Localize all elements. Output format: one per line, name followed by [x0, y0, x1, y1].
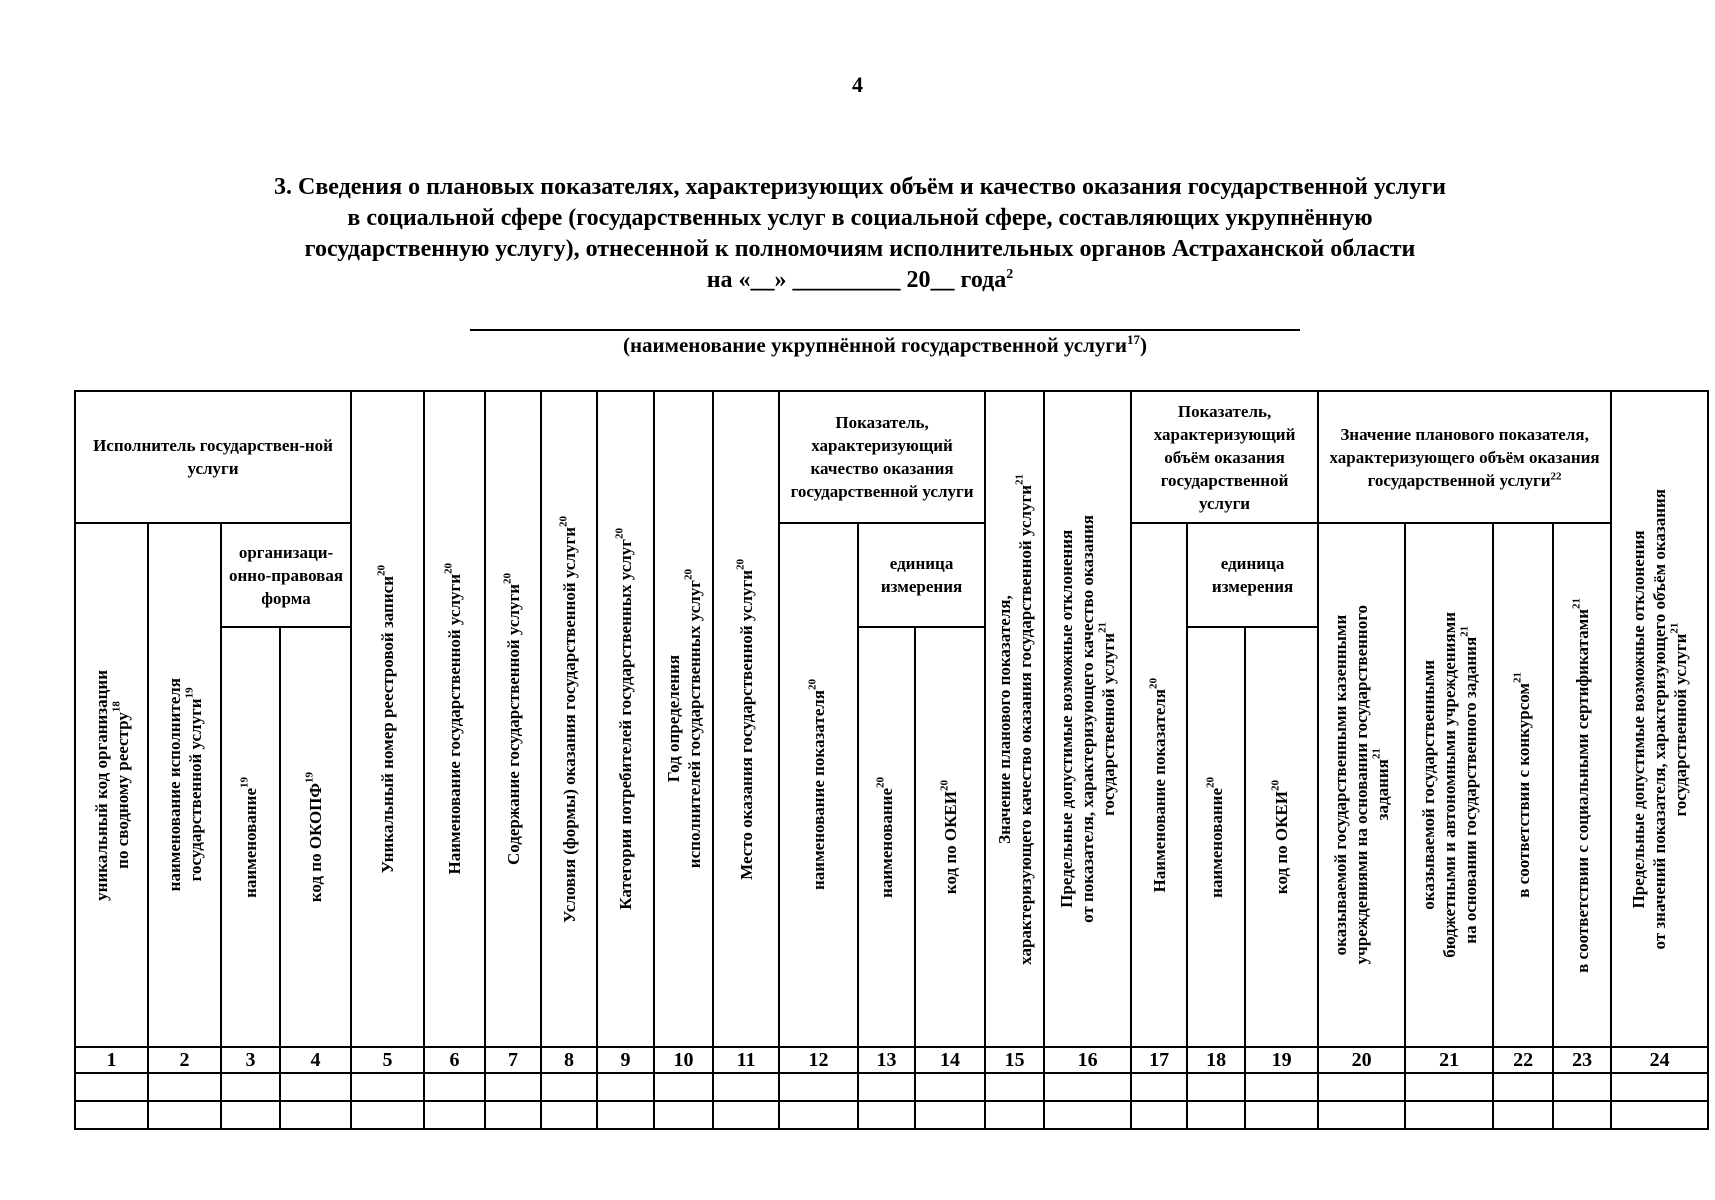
footnote-ref: 21 — [1569, 597, 1582, 609]
table-cell[interactable] — [485, 1101, 541, 1129]
col-header-label — [164, 678, 206, 891]
col-header-line: в соответствии с социальными сертификатами — [1572, 608, 1592, 973]
footnote-ref: 21 — [1012, 473, 1025, 485]
footnote-ref: 20 — [937, 779, 950, 791]
group-planned-value — [1318, 391, 1611, 523]
table-cell[interactable] — [1553, 1073, 1611, 1101]
footnote-ref: 19 — [303, 771, 316, 783]
column-number: 24 — [1611, 1047, 1708, 1073]
col-header-line: Предельные допустимые возможные отклонения — [1057, 529, 1077, 909]
col-header-line: код по ОКОПФ — [306, 782, 326, 903]
table-cell[interactable] — [654, 1101, 713, 1129]
table-cell[interactable] — [915, 1073, 985, 1101]
table-cell[interactable] — [1131, 1101, 1187, 1129]
col-header — [1405, 523, 1493, 1047]
table-cell[interactable] — [280, 1073, 351, 1101]
column-number: 8 — [541, 1047, 597, 1073]
group-quality-indicator — [779, 391, 985, 523]
column-number: 16 — [1044, 1047, 1131, 1073]
table-cell[interactable] — [541, 1073, 597, 1101]
col-header — [221, 627, 280, 1047]
col-header-line: характеризующего качество оказания государственной услуги — [1015, 484, 1035, 965]
col-header-label — [556, 515, 580, 923]
col-header-line: наименование — [877, 787, 897, 898]
column-number: 22 — [1493, 1047, 1553, 1073]
table-cell[interactable] — [351, 1101, 424, 1129]
col-header — [351, 391, 424, 1047]
group-legal-form — [221, 523, 351, 627]
service-name-fill-line — [470, 329, 1300, 331]
column-number: 15 — [985, 1047, 1044, 1073]
col-header-label — [305, 772, 326, 902]
column-number: 4 — [280, 1047, 351, 1073]
section-title — [170, 172, 1550, 296]
table-cell[interactable] — [713, 1101, 779, 1129]
footnote-ref: 22 — [1550, 469, 1562, 482]
col-header — [1245, 627, 1318, 1047]
col-header — [1318, 523, 1405, 1047]
col-header-label — [994, 474, 1036, 965]
col-header-label — [1146, 677, 1170, 893]
col-header — [985, 391, 1044, 1047]
col-header-line: Уникальный номер реестровой записи — [378, 575, 398, 874]
table-cell[interactable] — [1187, 1101, 1245, 1129]
title-line-1: 3. Сведения о плановых показателях, характеризующих объём и качество оказания государственной услуги — [274, 174, 1446, 200]
column-number: 20 — [1318, 1047, 1405, 1073]
column-number: 2 — [148, 1047, 221, 1073]
footnote-ref: 17 — [1127, 332, 1141, 347]
col-header-line: Предельные допустимые возможные отклонения — [1629, 529, 1649, 909]
group-executor-label: Исполнитель государствен-ной услуги — [93, 436, 333, 478]
footnote-ref: 20 — [806, 679, 819, 691]
footnote-ref: 21 — [1668, 622, 1681, 634]
footnote-ref: 21 — [1096, 622, 1109, 634]
table-cell[interactable] — [75, 1101, 148, 1129]
col-header — [597, 391, 654, 1047]
table-cell[interactable] — [1245, 1073, 1318, 1101]
col-header-line: Категории потребителей государственных услуг — [616, 539, 636, 910]
table-cell[interactable] — [75, 1073, 148, 1101]
table-cell[interactable] — [858, 1073, 915, 1101]
footnote-ref: 21 — [1370, 748, 1383, 760]
table-cell[interactable] — [915, 1101, 985, 1129]
table-cell[interactable] — [713, 1073, 779, 1101]
col-header-line: код по ОКЕИ — [1272, 790, 1292, 895]
col-header — [1611, 391, 1708, 1047]
footnote-ref: 20 — [874, 776, 887, 788]
table-cell[interactable] — [779, 1073, 858, 1101]
col-header-label — [937, 779, 961, 895]
column-number: 12 — [779, 1047, 858, 1073]
col-header-label — [1330, 605, 1393, 964]
table-cell[interactable] — [1553, 1101, 1611, 1129]
column-number: 5 — [351, 1047, 424, 1073]
table-row — [75, 1101, 1708, 1129]
col-header-label — [500, 572, 524, 866]
column-number: 18 — [1187, 1047, 1245, 1073]
table-cell[interactable] — [1611, 1073, 1708, 1101]
footnote-ref: 20 — [1269, 779, 1282, 791]
col-header — [858, 627, 915, 1047]
col-header-line: уникальный код организации — [91, 669, 111, 901]
col-header-line: государственной услуги — [1099, 633, 1119, 816]
col-header-line: оказываемой государственными — [1418, 660, 1438, 910]
title-line-4 — [170, 265, 1550, 296]
column-number: 6 — [424, 1047, 485, 1073]
col-header-label — [1510, 672, 1534, 898]
table-cell[interactable] — [1405, 1101, 1493, 1129]
table-cell[interactable] — [1044, 1101, 1131, 1129]
table-cell[interactable] — [148, 1101, 221, 1129]
column-number: 11 — [713, 1047, 779, 1073]
footnote-ref: 20 — [500, 572, 513, 584]
col-header-line: учреждениями на основании государственного — [1352, 605, 1372, 965]
table-cell[interactable] — [1245, 1101, 1318, 1129]
col-header-line: Условия (формы) оказания государственной услуги — [559, 526, 579, 923]
col-header-label — [91, 670, 133, 901]
table-cell[interactable] — [985, 1101, 1044, 1129]
column-number: 7 — [485, 1047, 541, 1073]
group-planned-value-text: Значение планового показателя, характеризующего объём оказания государственной услуги — [1329, 424, 1600, 490]
table-cell[interactable] — [424, 1073, 485, 1101]
col-header-line: оказываемой государственными казенными — [1331, 614, 1351, 956]
group-volume-indicator-label: Показатель, характеризующий объём оказания государственной услуги — [1153, 401, 1296, 513]
col-header — [424, 391, 485, 1047]
col-header-line: Содержание государственной услуги — [503, 583, 523, 866]
group-planned-value-label — [1319, 421, 1610, 494]
caption-text: (наименование укрупнённой государственной услуги — [622, 333, 1128, 357]
column-number: 9 — [597, 1047, 654, 1073]
table-cell[interactable] — [1044, 1073, 1131, 1101]
col-header-line: Наименование государственной услуги — [445, 574, 465, 875]
col-header-label — [377, 565, 398, 873]
col-header-label — [808, 679, 829, 890]
col-header — [541, 391, 597, 1047]
column-number: 3 — [221, 1047, 280, 1073]
table-cell[interactable] — [485, 1073, 541, 1101]
col-header-label — [876, 777, 897, 898]
table-row — [75, 1073, 1708, 1101]
group-quality-indicator-label: Показатель, характеризующий качество оказания государственной услуги — [790, 413, 974, 501]
col-header-label — [444, 563, 465, 875]
table-cell[interactable] — [597, 1073, 654, 1101]
col-header — [1553, 523, 1611, 1047]
col-header — [485, 391, 541, 1047]
column-number: 1 — [75, 1047, 148, 1073]
col-header-line: наименование — [241, 787, 260, 898]
table-cell[interactable] — [351, 1073, 424, 1101]
column-number: 14 — [915, 1047, 985, 1073]
table-cell[interactable] — [424, 1101, 485, 1129]
column-number: 17 — [1131, 1047, 1187, 1073]
table-cell[interactable] — [1318, 1101, 1405, 1129]
col-header — [75, 523, 148, 1047]
column-number: 13 — [858, 1047, 915, 1073]
column-number: 10 — [654, 1047, 713, 1073]
col-header-line: наименование — [1206, 787, 1226, 898]
table-cell[interactable] — [148, 1073, 221, 1101]
col-header-line: в соответствии с конкурсом — [1513, 683, 1533, 898]
col-header-line: Место оказания государственной услуги — [736, 569, 756, 880]
group-unit-volume-label: единица измерения — [1211, 554, 1294, 596]
col-header-line: наименование показателя — [809, 690, 829, 891]
col-header-line: государственной услуги — [1671, 633, 1691, 816]
table-cell[interactable] — [597, 1101, 654, 1129]
col-header-line: исполнителей государственных услуг — [684, 580, 704, 869]
group-unit-quality — [858, 523, 985, 627]
col-header-label — [1569, 597, 1593, 973]
footnote-ref: 19 — [238, 776, 251, 788]
group-executor — [75, 391, 351, 523]
table-cell[interactable] — [221, 1073, 280, 1101]
column-number: 19 — [1245, 1047, 1318, 1073]
footnote-ref: 20 — [733, 558, 746, 570]
footnote-ref: 18 — [109, 701, 122, 713]
footnote-ref: 21 — [1510, 672, 1523, 684]
caption-close: ) — [1140, 333, 1148, 357]
table-cell[interactable] — [541, 1101, 597, 1129]
col-header-line: Значение планового показателя, — [994, 594, 1014, 844]
col-header-label — [733, 558, 757, 880]
column-numbers-row — [75, 1047, 1708, 1073]
col-header-line: код по ОКЕИ — [940, 790, 960, 895]
title-line-2: в социальной сфере (государственных услуг в социальной сфере, составляющих укрупнённую — [347, 205, 1373, 231]
col-header-label — [240, 777, 261, 898]
col-header-label — [1418, 612, 1481, 958]
col-header-line: по сводному реестру — [112, 712, 132, 869]
footnote-ref: 21 — [1457, 626, 1470, 638]
footnote-ref: 20 — [681, 569, 694, 581]
col-header-line: наименование исполнителя — [164, 678, 184, 892]
column-number: 21 — [1405, 1047, 1493, 1073]
col-header — [1044, 391, 1131, 1047]
col-header-line: на основании государственного задания — [1460, 637, 1480, 944]
group-unit-quality-label: единица измерения — [880, 554, 963, 596]
table-cell[interactable] — [1405, 1073, 1493, 1101]
column-number: 23 — [1553, 1047, 1611, 1073]
footnote-ref: 20 — [442, 563, 455, 575]
col-header-label — [1271, 780, 1292, 894]
table-cell[interactable] — [1318, 1073, 1405, 1101]
page-number: 4 — [852, 72, 863, 97]
col-header-line: Наименование показателя — [1149, 688, 1169, 893]
planned-indicators-table — [74, 390, 1709, 1130]
table-cell[interactable] — [1611, 1101, 1708, 1129]
col-header-label — [1056, 515, 1119, 923]
footnote-ref: 20 — [1146, 677, 1159, 689]
col-header-line: задания — [1373, 759, 1393, 822]
col-header — [654, 391, 713, 1047]
col-header-label — [1203, 776, 1227, 898]
group-volume-indicator — [1131, 391, 1318, 523]
table-cell[interactable] — [985, 1073, 1044, 1101]
col-header-label — [663, 569, 705, 868]
footnote-ref: 20 — [375, 564, 388, 576]
title-date-text: на «__» _________ 20__ года — [706, 267, 1007, 293]
table-cell[interactable] — [280, 1101, 351, 1129]
col-header — [1187, 627, 1245, 1047]
col-header-label — [1628, 489, 1691, 950]
col-header-line: Год определения — [663, 655, 683, 783]
service-name-caption — [470, 333, 1300, 358]
group-legal-form-label: организаци-онно-правовая форма — [229, 542, 344, 608]
col-header — [713, 391, 779, 1047]
table-cell[interactable] — [858, 1101, 915, 1129]
footnote-ref: 19 — [182, 688, 195, 700]
col-header — [148, 523, 221, 1047]
col-header — [1493, 523, 1553, 1047]
col-header — [915, 627, 985, 1047]
col-header — [1131, 523, 1187, 1047]
table-cell[interactable] — [1493, 1101, 1553, 1129]
col-header-label — [615, 528, 636, 910]
footnote-ref: 20 — [613, 528, 626, 540]
col-header-line: от показателя, характеризующего качество оказания — [1078, 515, 1098, 923]
col-header — [280, 627, 351, 1047]
col-header-line: от значений показателя, характеризующего объём оказания — [1650, 488, 1670, 950]
footnote-ref: 20 — [1203, 776, 1216, 788]
col-header-line: государственной услуги — [185, 699, 205, 882]
footnote-ref: 2 — [1006, 267, 1014, 282]
table-cell[interactable] — [1131, 1073, 1187, 1101]
table-cell[interactable] — [1187, 1073, 1245, 1101]
table-cell[interactable] — [221, 1101, 280, 1129]
table-cell[interactable] — [779, 1101, 858, 1129]
col-header-line: бюджетными и автономными учреждениями — [1439, 612, 1459, 958]
title-line-3: государственную услугу), отнесенной к полномочиям исполнительных органов Астраханской области — [304, 236, 1416, 262]
table-cell[interactable] — [654, 1073, 713, 1101]
col-header — [779, 523, 858, 1047]
footnote-ref: 20 — [556, 515, 569, 527]
group-unit-volume — [1187, 523, 1318, 627]
table-cell[interactable] — [1493, 1073, 1553, 1101]
